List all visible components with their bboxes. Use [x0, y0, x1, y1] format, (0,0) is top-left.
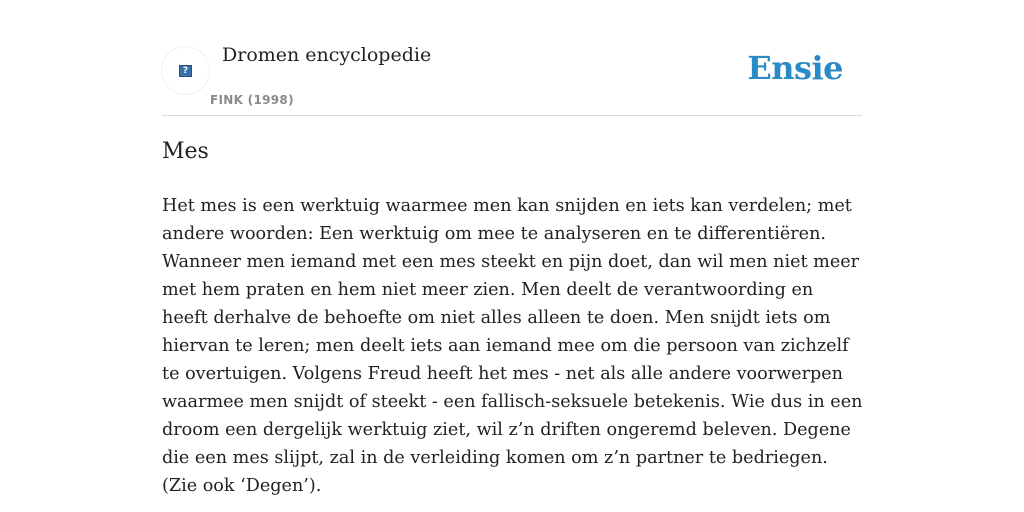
brand-logo[interactable]: Ensie	[747, 49, 843, 87]
book-cover-icon: ?	[179, 65, 192, 77]
source-title[interactable]: Dromen encyclopedie	[222, 44, 432, 66]
entry-header	[162, 0, 862, 116]
book-cover-thumbnail[interactable]	[162, 47, 209, 94]
source-author: FINK (1998)	[210, 93, 294, 107]
entry-card	[162, 0, 863, 496]
entry-title: Mes	[162, 139, 209, 164]
entry-body: Het mes is een werktuig waarmee men kan snijden en iets kan verdelen; met andere woorden: Een werktuig om mee te analyseren en te differentiëren. Wanneer men iemand met een mes steekt en pijn doet, dan wil men niet meer met hem praten en hem niet meer zien. Men deelt de verantwoording en heeft derhalve de behoefte om niet alles alleen te doen. Men snijdt iets om hiervan te leren; men deelt iets aan iemand mee om die persoon van zichzelf te overtuigen. Volgens Freud heeft het mes - net als alle andere voorwerpen waarmee men snijdt of steekt - een fallisch-seksuele betekenis. Wie dus in een droom een dergelijk werktuig ziet, wil z’n driften ongeremd beleven. Degene die een mes slijpt, zal in de verleiding komen om z’n partner te bedriegen. (Zie ook ‘Degen’).	[162, 196, 863, 496]
